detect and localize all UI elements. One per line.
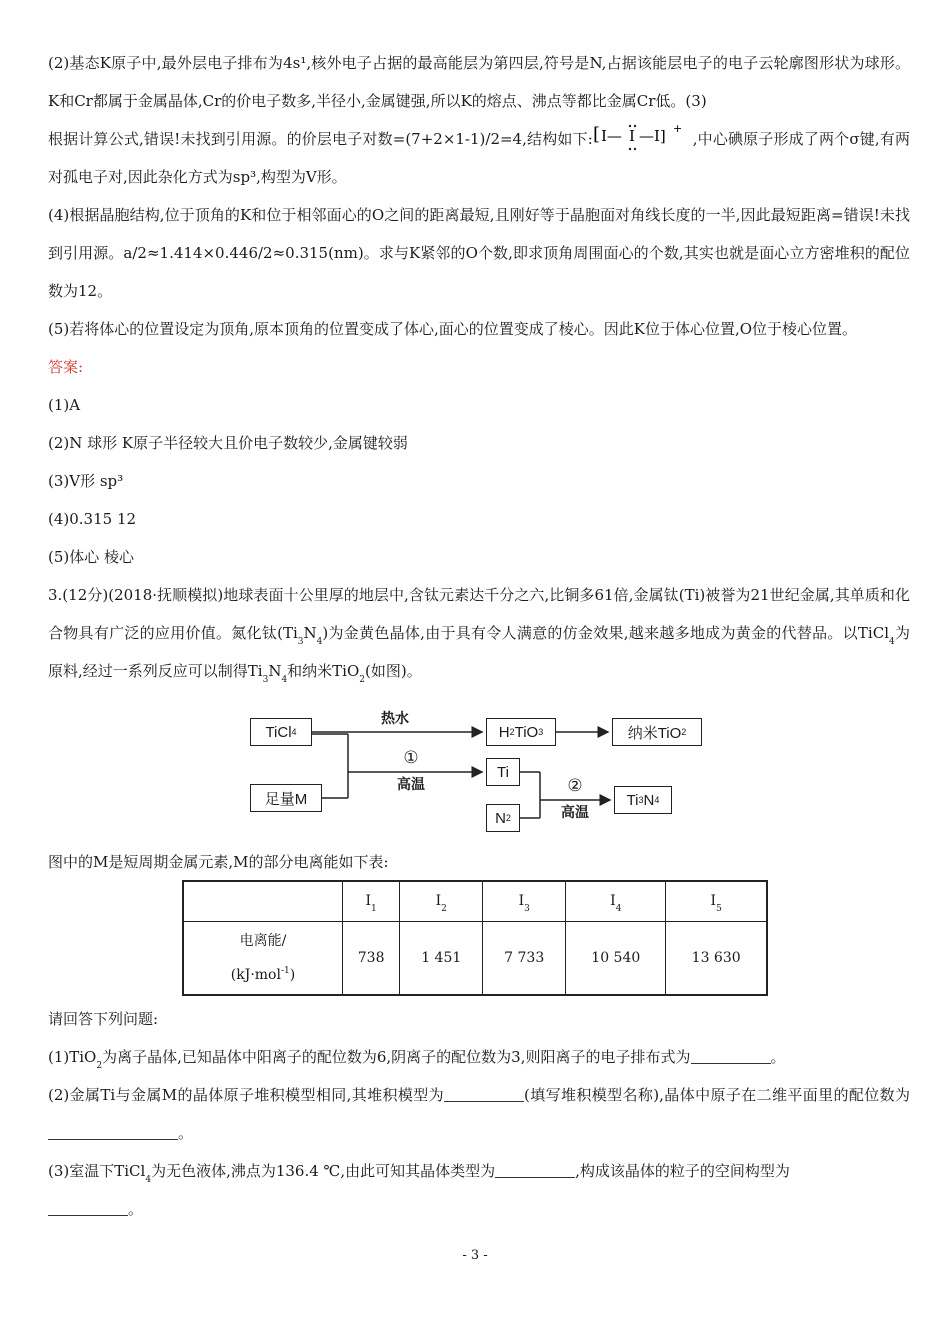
svg-text:I: I — [628, 127, 635, 145]
answer-1: (1)A — [48, 396, 81, 414]
question-3-intro: 3.(12分)(2018·抚顺模拟)地球表面十公里厚的地层中,含钛元素达千分之六,比铜多61倍,金属钛(Ti)被誉为21世纪金属,其单质和化合物具有广泛的应用价值。氮化钛$(Ti_3N_4)$为金黄色晶体,由于具有令人满意的仿金效果,越来越多地成为黄金的代替品。以TiCl$_4$为原料,经过一系列反应可以制得$Ti_3N_4$和纳米TiO$_2$(如图)。 — [48, 586, 911, 685]
svg-text:+: + — [672, 122, 682, 135]
answer-label: 答案: — [48, 358, 84, 376]
answer-blank-3[interactable] — [48, 1123, 178, 1140]
answer-3: (3)V形 sp³ — [48, 472, 124, 490]
explanation-5: (5)若将体心的位置设定为顶角,原本顶角的位置变成了体心,面心的位置变成了棱心。因此K位于体心位置,O位于棱心位置。 — [48, 320, 858, 338]
explanation-3 — [48, 120, 910, 196]
header-i5: $I_5$ — [666, 881, 767, 921]
table-corner-cell — [183, 881, 343, 921]
ticl4-box: TiCl 4 — [250, 718, 312, 746]
questions-block — [48, 1000, 910, 1228]
svg-text:[: [ — [592, 124, 600, 145]
document-body — [48, 44, 910, 690]
svg-text:—I]: —I] — [638, 127, 666, 145]
explanation-3-text-b: ,中心碘原子形成了两个σ键,有两对孤电子对,因此杂化方式为sp³,构型为V形。 — [48, 130, 910, 186]
answer-blank-5[interactable] — [48, 1199, 128, 1216]
answer-4: (4)0.315 12 — [48, 510, 137, 528]
answer-2: (2)N 球形 K原子半径较大且价电子数较少,金属键较弱 — [48, 434, 408, 452]
header-i1: $I_1$ — [343, 881, 400, 921]
value-i4: 10 540 — [566, 921, 666, 995]
hot-water-label: 热水 — [381, 711, 409, 727]
value-i5: 13 630 — [666, 921, 767, 995]
high-temp-2-label: 高温 — [561, 805, 589, 821]
header-i2: $I_2$ — [400, 881, 483, 921]
answer-blank-1[interactable] — [691, 1047, 771, 1064]
ionization-energy-table — [182, 880, 768, 996]
explanation-4: (4)根据晶胞结构,位于顶角的K和位于相邻面心的O之间的距离最短,且刚好等于晶胞面对角线长度的一半,因此最短距离=错误!未找到引用源。a/2≈1.414×0.446/2≈0.315(nm)。求与K紧邻的O个数,即求顶角周围面心的个数,其实也就是面心立方密堆积的配位数为12。 — [48, 206, 910, 300]
value-i2: 1 451 — [400, 921, 483, 995]
h2tio3-box: H 2 TiO 3 — [486, 718, 556, 746]
question-1: (1)TiO$_2$为离子晶体,已知晶体中阳离子的配位数为6,阴离子的配位数为3,则阳离子的电子排布式为 。 — [48, 1048, 786, 1071]
row-label-cell: 电离能/ (kJ·mol$^{-1}$) — [183, 921, 343, 995]
header-i3: $I_3$ — [483, 881, 566, 921]
iodine-structure-figure — [593, 122, 693, 152]
high-temp-1-label: 高温 — [397, 777, 425, 793]
explanation-2: (2)基态K原子中,最外层电子排布为4s¹,核外电子占据的最高能层为第四层,符号是N,占据该能层电子的电子云轮廓图形状为球形。K和Cr都属于金属晶体,Cr的价电子数多,半径小,金属键强,所以K的熔点、沸点等都比金属Cr低。(3) — [48, 54, 910, 110]
table-intro: 图中的M是短周期金属元素,M的部分电离能如下表: — [48, 853, 389, 871]
explanation-3-text: 根据计算公式,错误!未找到引用源。的价层电子对数=(7+2×1-1)/2=4,结构如下: — [48, 130, 593, 148]
question-2: (2)金属Ti与金属M的晶体原子堆积模型相同,其堆积模型为 (填写堆积模型名称),晶体中原子在二维平面里的配位数为。 — [48, 1086, 910, 1142]
nano-tio2-box: 纳米TiO 2 — [612, 718, 702, 746]
answer-blank-2[interactable] — [444, 1085, 524, 1102]
header-i4: $I_4$ — [566, 881, 666, 921]
value-i3: 7 733 — [483, 921, 566, 995]
ti3n4-box: Ti 3 N 4 — [614, 786, 672, 814]
step-1-label: ① — [403, 748, 419, 768]
n2-box: N 2 — [486, 804, 520, 832]
ti-box: Ti — [486, 758, 520, 786]
question-3: (3)室温下TiCl$_4$为无色液体,沸点为136.4 ℃,由此可知其晶体类型为 ,构成该晶体的粒子的空间构型为 。 — [48, 1162, 790, 1218]
questions-prompt: 请回答下列问题: — [48, 1010, 159, 1028]
m-box: 足量M — [250, 784, 322, 812]
answer-blank-4[interactable] — [495, 1161, 575, 1178]
answer-5: (5)体心 棱心 — [48, 548, 135, 566]
step-2-label: ② — [567, 776, 583, 796]
svg-text:I—: I— — [600, 127, 622, 145]
value-i1: 738 — [343, 921, 400, 995]
page-number: - 3 - — [462, 1248, 488, 1263]
reaction-flowchart — [200, 700, 760, 860]
